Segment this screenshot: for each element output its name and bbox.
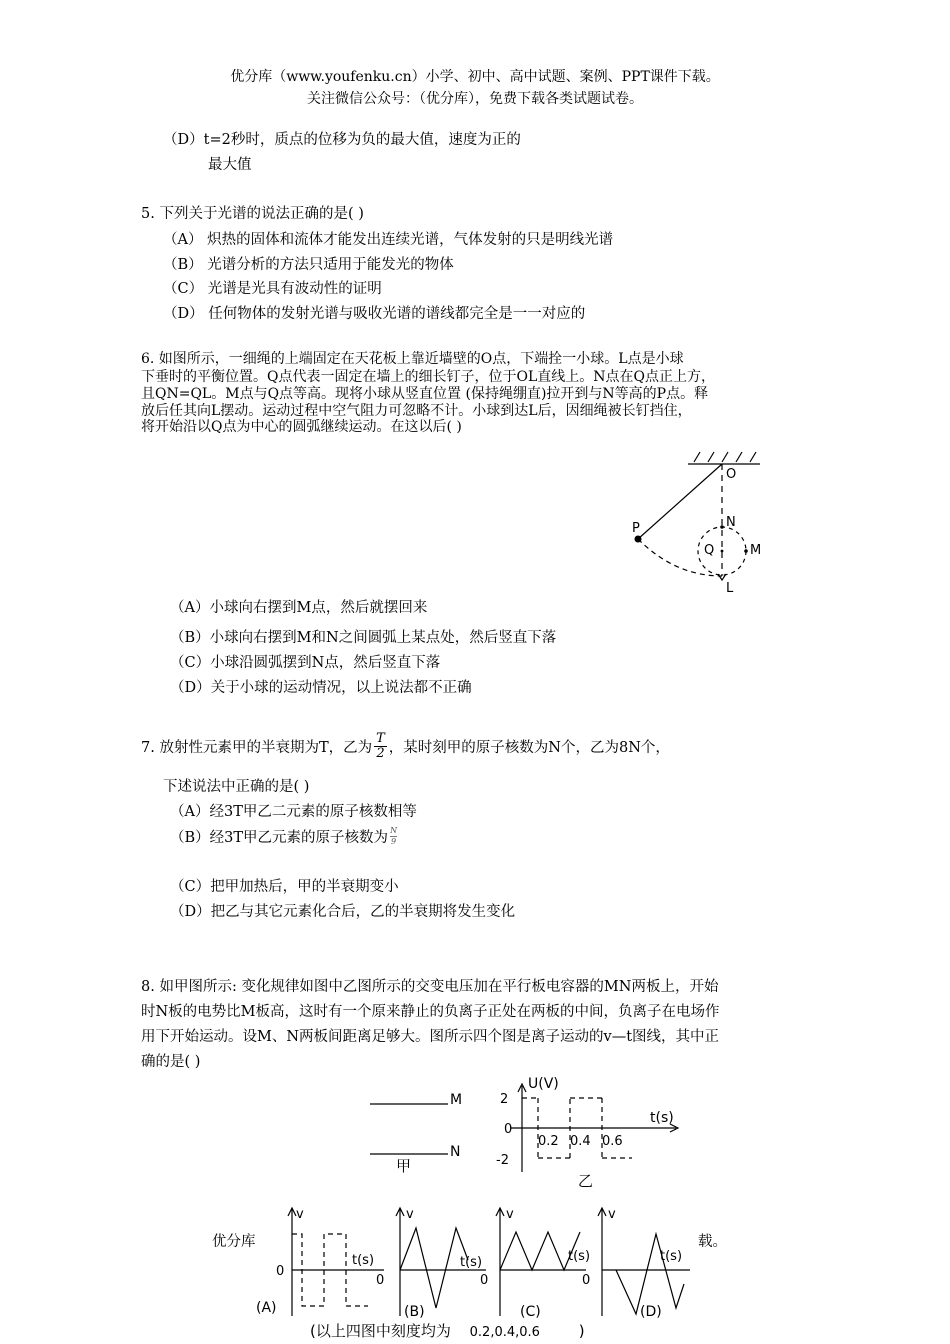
vt-c-v-label: v <box>506 1207 514 1222</box>
label-n: N <box>726 515 736 530</box>
q5-stem: 5. 下列关于光谱的说法正确的是( ) <box>141 206 364 222</box>
point-n <box>720 525 724 529</box>
q7-stem-post: ，某时刻甲的原子核数为N个，乙为8N个， <box>388 739 670 756</box>
vt-a-caption: (A) <box>256 1300 277 1316</box>
label-p: P <box>632 521 640 536</box>
caption-yi: 乙 <box>578 1172 594 1190</box>
vt-a-zero-right: 0 <box>376 1273 385 1288</box>
vt-a-zero: 0 <box>276 1264 285 1279</box>
tick-0-6: 0.6 <box>602 1134 623 1149</box>
label-l: L <box>726 581 734 596</box>
vt-b-t-label: t(s) <box>460 1255 483 1270</box>
q8-stem-3: 用下开始运动。设M、N两板间距离足够大。图所示四个图是离子运动的v—t图线，其中正 <box>141 1029 720 1045</box>
q5-option-d: （D） 任何物体的发射光谱与吸收光谱的谱线都完全是一一对应的 <box>163 306 586 322</box>
string <box>638 464 722 539</box>
vt-graph-b <box>396 1207 488 1320</box>
q7-option-b-text: （B）经3T甲乙元素的原子核数为 <box>170 830 389 846</box>
q6-option-c: （C）小球沿圆弧摆到N点，然后竖直下落 <box>170 655 441 671</box>
t-label: t(s) <box>650 1110 674 1126</box>
q7-option-c: （C）把甲加热后，甲的半衰期变小 <box>170 879 399 895</box>
tick-minus-2: -2 <box>496 1153 509 1168</box>
q7-stem-2: 下述说法中正确的是( ) <box>163 779 310 795</box>
footer-right: 载。 <box>698 1234 727 1250</box>
q6-option-a: （A）小球向右摆到M点，然后就摆回来 <box>170 600 428 616</box>
vt-c-zero: 0 <box>582 1273 591 1288</box>
vt-d-t-label: t(s) <box>660 1249 683 1264</box>
q6-stem-2: 下垂时的平衡位置。Q点代表一固定在墙上的细长钉子，位于OL直线上。N点在Q点正上方， <box>141 369 715 385</box>
header-line-1: 优分库（www.youfenku.cn）小学、初中、高中试题、案例、PPT课件下载。 <box>230 69 720 85</box>
vt-note <box>310 1320 585 1341</box>
q4-option-d: （D）t=2秒时，质点的位移为负的最大值，速度为正的 <box>163 132 521 148</box>
q7-b-num: N <box>390 826 398 835</box>
q8-stem-4: 确的是( ) <box>141 1054 201 1070</box>
header-line-2: 关注微信公众号：（优分库），免费下载各类试题试卷。 <box>307 91 643 107</box>
tick-0-4: 0.4 <box>570 1134 591 1149</box>
tick-2: 2 <box>500 1092 509 1107</box>
vt-c-caption: (C) <box>520 1304 541 1320</box>
q6-pendulum-figure <box>620 446 780 601</box>
tick-0-2: 0.2 <box>538 1134 559 1149</box>
label-o: O <box>726 467 737 482</box>
q6-stem-4: 放后任其向L摆动。运动过程中空气阻力可忽略不计。小球到达L后，因细绳被长钉挡住， <box>141 403 692 419</box>
nail-q <box>721 550 724 553</box>
vt-b-zero: 0 <box>480 1273 489 1288</box>
vt-graph-a <box>256 1202 396 1322</box>
q7-stem-pre: 7. 放射性元素甲的半衰期为T，乙为 <box>141 739 373 756</box>
vt-graph-c <box>496 1207 590 1320</box>
vt-d-caption: (D) <box>640 1304 662 1320</box>
label-m: M <box>450 1092 463 1108</box>
vt-a-t-label: t(s) <box>352 1253 375 1268</box>
label-q: Q <box>704 543 715 558</box>
q6-stem-3: 且QN=QL。M点与Q点等高。现将小球从竖直位置 (保持绳绷直)拉开到与N等高的P点。释 <box>141 386 709 402</box>
q7-option-a: （A）经3T甲乙二元素的原子核数相等 <box>170 804 417 820</box>
q6-stem-5: 将开始沿以Q点为中心的圆弧继续运动。在这以后( ) <box>141 419 462 435</box>
vt-b-caption: (B) <box>404 1304 425 1320</box>
q8-voltage-graph <box>490 1072 690 1190</box>
q4-option-d-cont: 最大值 <box>208 157 252 173</box>
q5-option-c: （C） 光谱是光具有波动性的证明 <box>163 281 382 297</box>
ceiling <box>688 452 760 464</box>
vt-graph-d <box>598 1207 690 1320</box>
q7-option-b <box>170 826 397 847</box>
q8-stem-1: 8. 如甲图所示: 变化规律如图中乙图所示的交变电压加在平行板电容器的MN两板上，开始 <box>141 979 719 995</box>
q7-frac-den: 2 <box>376 745 385 761</box>
vt-c-t-label: t(s) <box>568 1249 591 1264</box>
q7-option-b-fraction <box>390 826 397 847</box>
q7-fraction <box>374 732 387 761</box>
q7-b-den: 9 <box>391 837 397 846</box>
vt-note-pre: (以上四图中刻度均为 <box>310 1322 451 1340</box>
q8-capacitor-figure <box>360 1082 480 1177</box>
q8-stem-2: 时N板的电势比M板高，这时有一个原来静止的负离子正处在两板的中间，负离子在电场作 <box>141 1004 720 1020</box>
footer-left: 优分库 <box>212 1234 256 1250</box>
tick-0: 0 <box>504 1122 513 1137</box>
label-m: M <box>750 543 762 558</box>
point-m <box>744 549 748 553</box>
q6-stem-1: 6. 如图所示，一细绳的上端固定在天花板上靠近墙壁的O点，下端拴一小球。L点是小球 <box>141 351 684 367</box>
q7-option-d: （D）把乙与其它元素化合后，乙的半衰期将发生变化 <box>170 904 516 920</box>
vt-b-v-label: v <box>406 1207 414 1222</box>
q7-stem <box>141 726 670 766</box>
vt-d-v-label: v <box>608 1207 616 1222</box>
q5-option-b: （B） 光谱分析的方法只适用于能发光的物体 <box>163 257 454 273</box>
u-label: U(V) <box>528 1076 559 1092</box>
q6-option-d: （D）关于小球的运动情况，以上说法都不正确 <box>170 680 472 696</box>
q6-option-b: （B）小球向右摆到M和N之间圆弧上某点处，然后竖直下落 <box>170 630 557 646</box>
vt-a-v-label: v <box>296 1207 304 1222</box>
vt-note-post: ) <box>578 1322 585 1340</box>
label-n: N <box>450 1144 461 1160</box>
caption-jia: 甲 <box>396 1157 412 1175</box>
vt-note-values: 0.2,0.4,0.6 <box>469 1325 540 1340</box>
q7-frac-num: T <box>376 730 385 746</box>
q5-option-a: （A） 炽热的固体和流体才能发出连续光谱，气体发射的只是明线光谱 <box>163 232 614 248</box>
